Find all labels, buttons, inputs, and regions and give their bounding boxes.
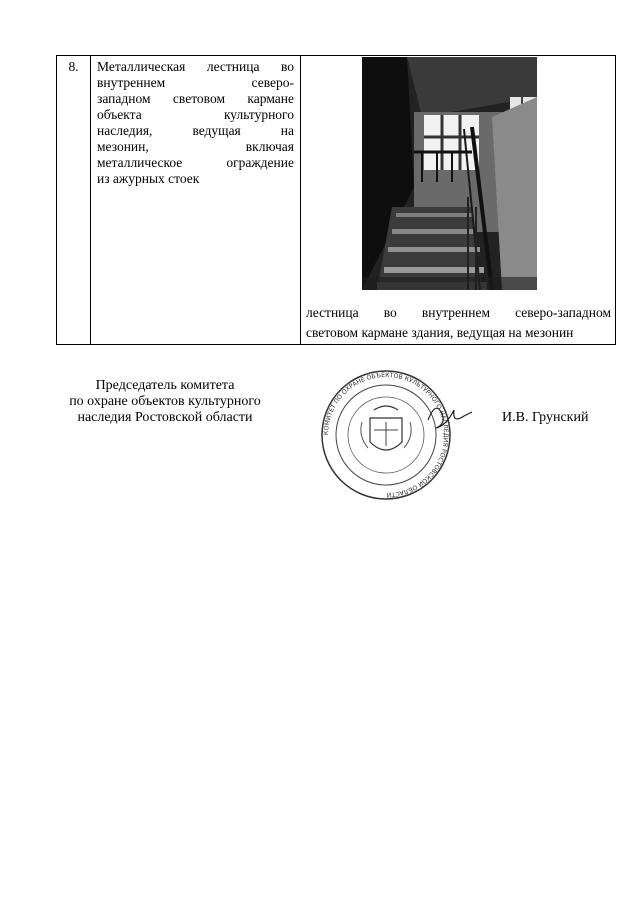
- objects-table: [56, 55, 616, 345]
- description-line: Металлическая лестница во: [97, 59, 294, 74]
- description-line: наследия, ведущая на: [97, 123, 294, 138]
- table-row: [57, 56, 616, 345]
- signatory-position: [40, 378, 290, 426]
- description-line: западном световом кармане: [97, 91, 294, 106]
- coat-of-arms-icon: [361, 406, 411, 450]
- description-line: металлическое ограждение: [97, 155, 294, 170]
- description-line: объекта культурного: [97, 107, 294, 122]
- position-line: наследия Ростовской области: [77, 410, 253, 425]
- position-line: по охране объектов культурного: [69, 394, 261, 409]
- description-line: из ажурных стоек: [97, 171, 200, 186]
- signatory-name: И.В. Грунский: [502, 410, 589, 425]
- photo-caption-line: лестница во внутреннем северо-западном: [306, 305, 611, 320]
- description-line: внутреннем северо-: [97, 75, 294, 90]
- position-line: Председатель комитета: [95, 378, 235, 393]
- staircase-photo: [362, 57, 537, 290]
- row-photo-cell: [301, 56, 616, 345]
- row-number: 8.: [57, 56, 91, 345]
- official-seal: [318, 370, 478, 505]
- seal-text: КОМИТЕТ ПО ОХРАНЕ ОБЪЕКТОВ КУЛЬТУРНОГО НАСЛЕДИЯ РОСТОВСКОЙ ОБЛАСТИ: [322, 371, 450, 499]
- photo-caption-line: световом кармане здания, ведущая на мезонин: [306, 325, 574, 340]
- row-description: [91, 56, 301, 345]
- description-line: мезонин, включая: [97, 139, 294, 154]
